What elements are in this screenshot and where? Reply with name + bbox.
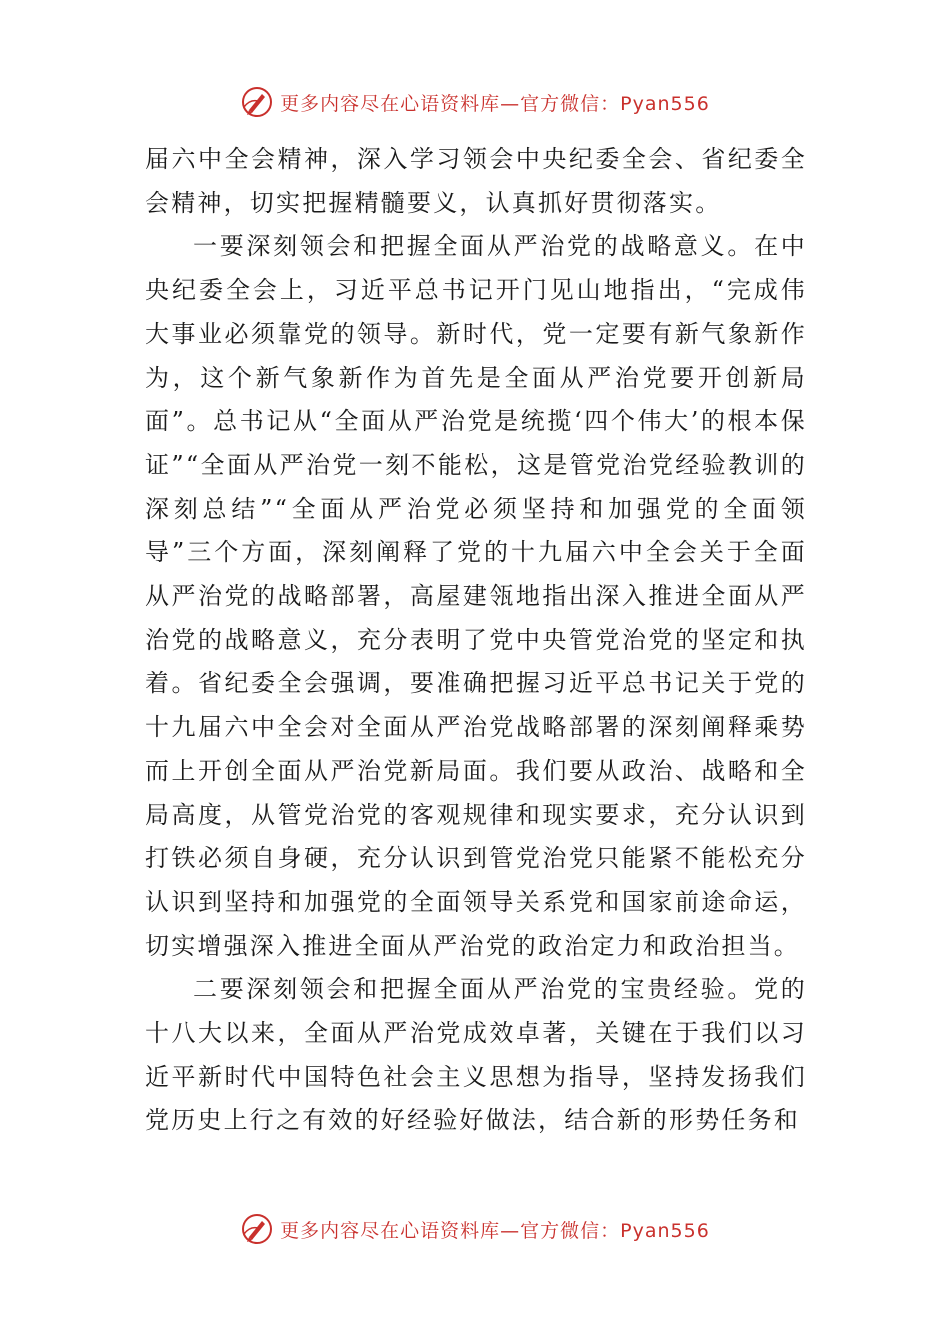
pen-logo-icon — [240, 85, 274, 119]
watermark-text: 更多内容尽在心语资料库—官方微信：Pyan556 — [280, 1219, 710, 1242]
paragraph-3: 二要深刻领会和把握全面从严治党的宝贵经验。党的十八大以来，全面从严治党成效卓著，关键在于我们以习近平新时代中国特色社会主义思想为指导，坚持发扬我们党历史上行之有效的好经验好做法，结合新的形势任务和 — [145, 975, 807, 1135]
footer-watermark — [0, 1209, 950, 1249]
paragraph-2: 一要深刻领会和把握全面从严治党的战略意义。在中央纪委全会上，习近平总书记开门见山地指出，“完成伟大事业必须靠党的领导。新时代，党一定要有新气象新作为，这个新气象新作为首先是全面从严治党要开创新局面”。总书记从“全面从严治党是统揽‘四个伟大’的根本保证”“全面从严治党一刻不能松，这是管党治党经验教训的深刻总结”“全面从严治党必须坚持和加强党的全面领导”三个方面，深刻阐释了党的十九届六中全会关于全面从严治党的战略部署，高屋建瓴地指出深入推进全面从严治党的战略意义，充分表明了党中央管党治党的坚定和执着。省纪委全会强调，要准确把握习近平总书记关于党的十九届六中全会对全面从严治党战略部署的深刻阐释乘势而上开创全面从严治党新局面。我们要从政治、战略和全局高度，从管党治党的客观规律和现实要求，充分认识到打铁必须自身硬，充分认识到管党治党只能紧不能松充分认识到坚持和加强党的全面领导关系党和国家前途命运，切实增强深入推进全面从严治党的政治定力和政治担当。 — [145, 232, 807, 960]
paragraph-1: 届六中全会精神，深入学习领会中央纪委全会、省纪委全会精神，切实把握精髓要义，认真抓好贯彻落实。 — [145, 145, 807, 217]
document-body — [145, 138, 807, 1143]
watermark-text: 更多内容尽在心语资料库—官方微信：Pyan556 — [280, 92, 710, 115]
pen-logo-icon — [240, 1212, 274, 1246]
header-watermark — [0, 82, 950, 122]
